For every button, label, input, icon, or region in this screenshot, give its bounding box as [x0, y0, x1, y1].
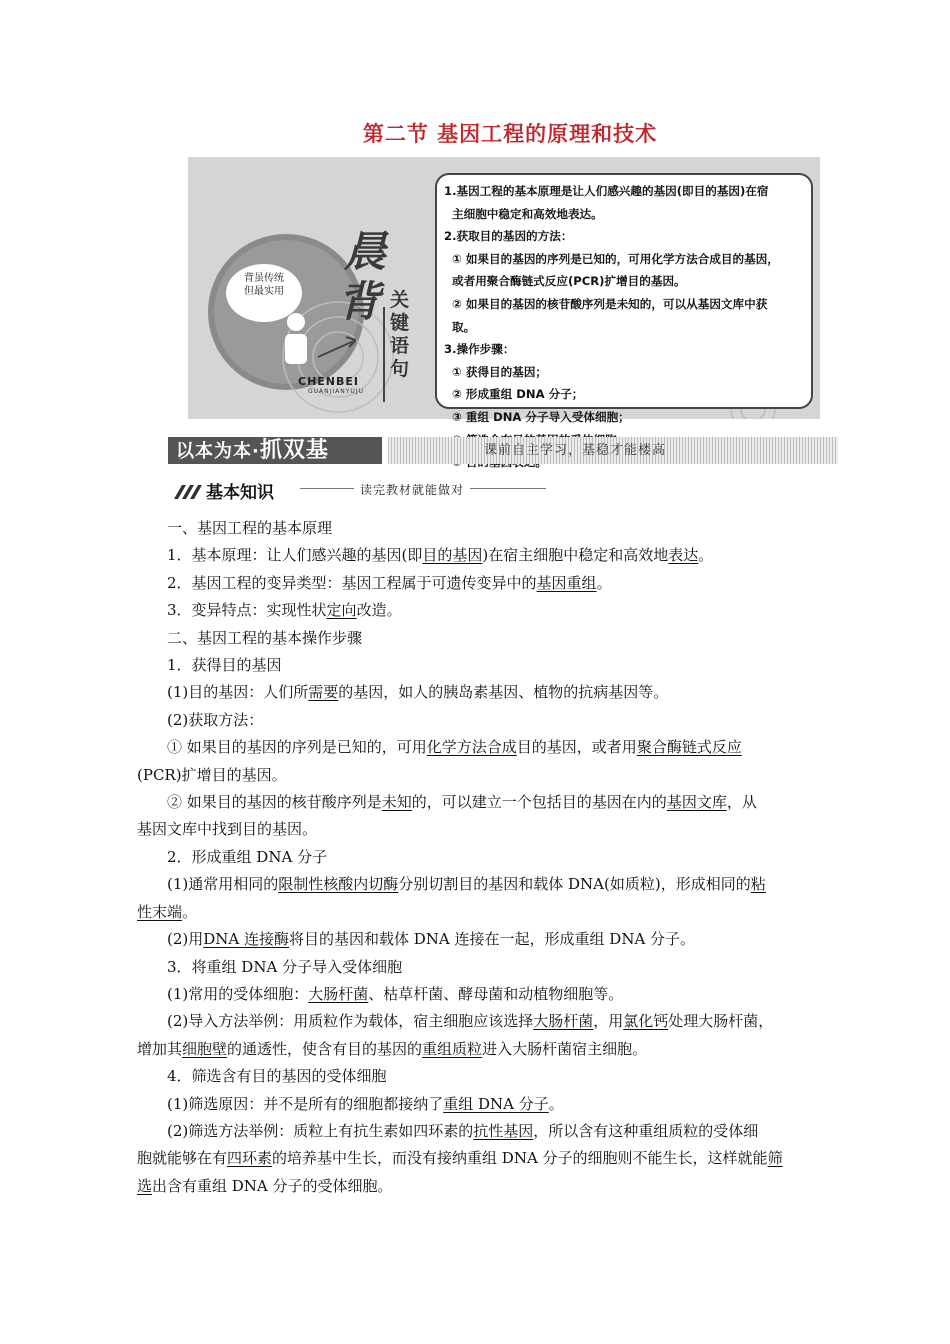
answer-underline: 选: [137, 1176, 153, 1195]
text: 。: [182, 902, 198, 921]
key-line: 1.基因工程的基本原理是让人们感兴趣的基因(即目的基因)在宿: [444, 184, 769, 198]
key-line: ① 如果目的基因的序列是已知的，可用化学方法合成目的基因，: [452, 251, 779, 266]
text: 3．变异特点：实现性状: [167, 601, 327, 620]
text: 目的基因，或者用: [516, 738, 637, 757]
paragraph-continued: [137, 899, 837, 926]
key-line: 或者用聚合酶链式反应(PCR)扩增目的基因。: [452, 274, 686, 289]
answer-underline: DNA 连接酶: [203, 930, 290, 949]
paragraph: [137, 1118, 837, 1145]
paragraph: [137, 981, 837, 1008]
answer-underline: 定向: [326, 601, 357, 620]
paragraph-continued: [137, 1145, 837, 1172]
text: 胞就能够在有: [137, 1149, 228, 1168]
text: 的培养基中生长，而没有接纳重组 DNA 分子的细胞则不能生长，这样就能: [272, 1149, 768, 1168]
text: 的通透性，使含有目的基因的: [227, 1039, 423, 1058]
step-heading: 2．形成重组 DNA 分子: [167, 847, 328, 866]
text: (2)用: [167, 930, 204, 949]
text: ① 如果目的基因的序列是已知的，可用: [167, 738, 427, 757]
answer-underline: 基因重组: [536, 573, 597, 592]
key-line: 主细胞中稳定和高效地表达。: [452, 206, 603, 221]
text: ，用: [593, 1012, 624, 1031]
key-line: 3.操作步骤：: [444, 342, 515, 357]
answer-underline: 化学方法合成: [426, 738, 517, 757]
page-title: 第二节 基因工程的原理和技术: [362, 122, 658, 146]
answer-underline: 聚合酶链式反应: [636, 738, 742, 757]
english-label: CHENBEI: [298, 375, 359, 388]
knowledge-subtitle: 读完教材就能做对: [354, 481, 470, 498]
paragraph: [137, 1008, 837, 1035]
big-char-chen: 晨: [344, 227, 387, 276]
paragraph: (2)获取方法：: [167, 710, 264, 729]
answer-underline: 粘: [750, 875, 766, 894]
key-line: ① 获得目的基因；: [452, 364, 548, 379]
text: 。: [596, 573, 612, 592]
text: 、枯草杆菌、酵母菌和动植物细胞等。: [368, 984, 624, 1003]
step-heading: 1．获得目的基因: [167, 656, 282, 675]
answer-underline: 表达: [668, 546, 699, 565]
knowledge-icon: [172, 483, 204, 501]
answer-underline: 四环素: [227, 1149, 273, 1168]
paragraph: [137, 789, 837, 816]
paragraph: [137, 570, 837, 597]
text: (1)筛选原因：并不是所有的细胞都接纳了: [167, 1094, 444, 1113]
heading-1: 一、基因工程的基本原理: [167, 519, 333, 537]
paragraph: [137, 542, 837, 569]
paragraph: [137, 734, 837, 761]
key-line: ③ 重组 DNA 分子导入受体细胞；: [452, 409, 630, 424]
answer-underline: 重组 DNA 分子: [443, 1094, 549, 1113]
answer-underline: 大肠杆菌: [533, 1012, 594, 1031]
text: 处理大肠杆菌，: [668, 1012, 774, 1031]
text: 出含有重组 DNA 分子的受体细胞。: [152, 1176, 393, 1195]
text: ，从: [726, 793, 757, 812]
answer-underline: 重组质粒: [422, 1039, 483, 1058]
answer-underline: 大肠杆菌: [308, 984, 369, 1003]
person-body-icon: [285, 334, 307, 364]
text: (1)目的基因：人们所: [167, 683, 309, 702]
answer-underline: 氯化钙: [623, 1012, 669, 1031]
big-char-bei: 背: [338, 277, 381, 326]
answer-underline: 细胞壁: [182, 1039, 228, 1058]
text: )在宿主细胞中稳定和高效地: [482, 546, 669, 565]
paragraph: [137, 926, 837, 953]
paragraph-continued: 基因文库中找到目的基因。: [137, 820, 318, 839]
answer-underline: 基因文库: [666, 793, 727, 812]
text: (2)导入方法举例：用质粒作为载体，宿主细胞应该选择: [167, 1012, 534, 1031]
vertical-label: 关键语句: [390, 289, 410, 380]
bubble-text: [233, 272, 295, 316]
key-line: ② 形成重组 DNA 分子；: [452, 387, 584, 402]
text: 进入大肠杆菌宿主细胞。: [482, 1039, 648, 1058]
text: 的基因，如人的胰岛素基因、植物的抗病基因等。: [338, 683, 669, 702]
answer-underline: 抗性基因: [473, 1121, 534, 1140]
paragraph: [137, 597, 837, 624]
text: 。: [698, 546, 714, 565]
key-line: ② 如果目的基因的核苷酸序列是未知的，可以从基因文库中获: [452, 296, 768, 311]
bubble-line: 但最实用: [244, 286, 284, 297]
text: 1．基本原理：让人们感兴趣的基因(即: [167, 546, 423, 565]
answer-underline: 性末端: [137, 902, 183, 921]
text: 分别切割目的基因和载体 DNA(如质粒)，形成相同的: [398, 875, 751, 894]
text: 的，可以建立一个包括目的基因在内的: [411, 793, 667, 812]
answer-underline: 筛: [767, 1149, 783, 1168]
section-slogan: 课前自主学习，基稳才能楼高: [484, 443, 667, 458]
bubble-line: 背虽传统: [244, 273, 284, 284]
step-heading: 4．筛选含有目的基因的受体细胞: [167, 1067, 387, 1086]
text: 增加其: [137, 1039, 183, 1058]
key-line: 取。: [452, 319, 476, 334]
text: ② 如果目的基因的核苷酸序列是: [167, 793, 382, 812]
main-content: [137, 515, 837, 1200]
paragraph: [137, 871, 837, 898]
text: (1)常用的受体细胞：: [167, 984, 309, 1003]
answer-underline: 需要: [308, 683, 339, 702]
paragraph-continued: [137, 1036, 837, 1063]
text: 改造。: [356, 601, 402, 620]
text: 2．基因工程的变异类型：基因工程属于可遗传变异中的: [167, 573, 537, 592]
paragraph-continued: [137, 1173, 837, 1200]
paragraph-continued: (PCR)扩增目的基因。: [137, 765, 287, 784]
text: ，所以含有这种重组质粒的受体细: [533, 1121, 759, 1140]
text: 。: [548, 1094, 564, 1113]
section-label-left: 以本为本·: [176, 441, 260, 462]
text: (2)筛选方法举例：质粒上有抗生素如四环素的: [167, 1121, 474, 1140]
answer-underline: 目的基因: [422, 546, 483, 565]
section-label-bold: 抓双基: [259, 438, 329, 463]
key-sentences: [444, 180, 814, 474]
answer-underline: 限制性核酸内切酶: [278, 875, 399, 894]
english-sublabel: GUANJIANYUJU: [308, 388, 364, 395]
knowledge-title: 基本知识: [206, 483, 274, 503]
heading-2: 二、基因工程的基本操作步骤: [167, 628, 363, 647]
paragraph: [137, 1091, 837, 1118]
text: (1)通常用相同的: [167, 875, 279, 894]
paragraph: [137, 679, 837, 706]
section-label: [168, 437, 382, 464]
step-heading: 3．将重组 DNA 分子导入受体细胞: [167, 957, 403, 976]
text: 将目的基因和载体 DNA 连接在一起，形成重组 DNA 分子。: [289, 930, 696, 949]
answer-underline: 未知: [381, 793, 412, 812]
key-line: 2.获取目的基因的方法：: [444, 229, 573, 244]
